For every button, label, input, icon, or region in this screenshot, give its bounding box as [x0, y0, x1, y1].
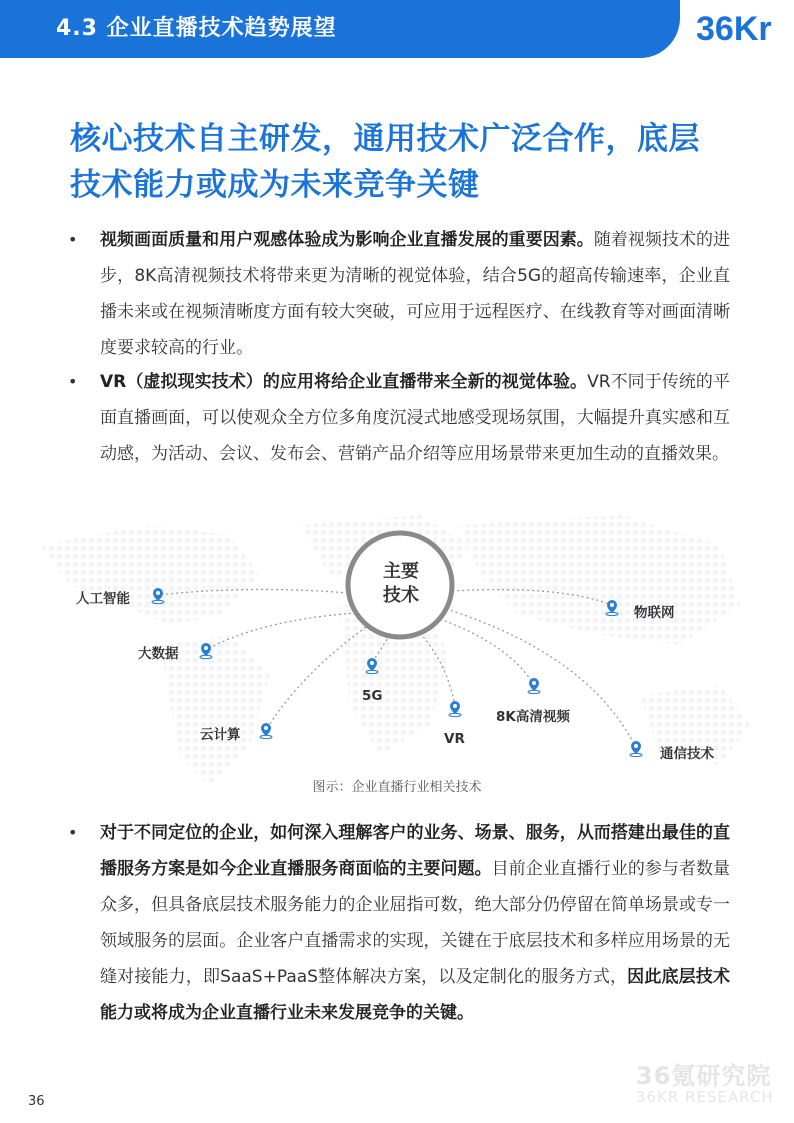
node-label-5g: 5G [362, 688, 383, 704]
pin-icon-8k [528, 678, 540, 694]
node-label-cloud: 云计算 [200, 727, 241, 743]
watermark-cn: 36氪研究院 [636, 1062, 772, 1090]
page-headline [70, 116, 730, 208]
center-label-line-2: 技术 [383, 585, 419, 606]
bullet-paragraph-3 [100, 815, 730, 1031]
bullet-marker-2: • [68, 372, 78, 391]
logo-text: 36Kr [696, 10, 772, 48]
node-label-iot: 物联网 [634, 605, 675, 621]
bullet-1-bold: 视频画面质量和用户观感体验成为影响企业直播发展的重要因素。 [100, 230, 594, 250]
bullet-marker-3: • [68, 823, 78, 842]
node-label-ai: 人工智能 [76, 591, 130, 607]
connector-8k [440, 619, 534, 685]
bullet-2-text: VR不同于传统的平面直播画面，可以使观众全方位多角度沉浸式地感受现场氛围，大幅提升真实感和互动感，为活动、会议、发布会、营销产品介绍等应用场景带来更加生动的直播效果。 [100, 372, 730, 464]
headline-line-2: 技术能力或成为未来竞争关键 [70, 167, 480, 203]
bullet-marker-1: • [68, 230, 78, 249]
section-header-bar [0, 0, 680, 58]
node-label-vr: VR [444, 731, 465, 747]
node-label-telecom: 通信技术 [660, 746, 714, 762]
node-label-bigdata: 大数据 [138, 646, 179, 662]
bullet-paragraph-1 [100, 222, 730, 366]
center-label [368, 560, 434, 608]
diagram-caption: 图示：企业直播行业相关技术 [312, 780, 482, 795]
node-label-8k: 8K高清视频 [496, 709, 570, 725]
section-title: 4.3 企业直播技术趋势展望 [56, 16, 337, 41]
page-number: 36 [28, 1094, 45, 1109]
bullet-1-text: 随着视频技术的进步，8K高清视频技术将带来更为清晰的视觉体验，结合5G的超高传输速率，企业直播未来或在视频清晰度方面有较大突破，可应用于远程医疗、在线教育等对画面清晰度要求较高的行业。 [100, 230, 731, 358]
bullet-3-bold-end: 因此底层技术能力或将成为企业直播行业未来发展竞争的关键。 [100, 967, 730, 1023]
bullet-2-bold: VR（虚拟现实技术）的应用将给企业直播带来全新的视觉体验。 [100, 372, 588, 392]
center-label-line-1: 主要 [383, 561, 419, 582]
pin-icon-vr [449, 701, 461, 717]
bullet-3-bold: 对于不同定位的企业，如何深入理解客户的业务、场景、服务，从而搭建出最佳的直播服务方案是如今企业直播服务商面临的主要问题。 [100, 823, 730, 879]
pin-icon-telecom [630, 741, 642, 757]
headline-line-1: 核心技术自主研发，通用技术广泛合作，底层 [70, 121, 700, 157]
brand-logo [690, 0, 794, 58]
bullet-paragraph-2 [100, 364, 730, 472]
pin-icon-cloud [260, 723, 272, 739]
watermark-en: 36KR RESEARCH [636, 1088, 774, 1106]
bullet-3-text: 目前企业直播行业的参与者数量众多，但具备底层技术服务能力的企业屈指可数，绝大部分仍停留在简单场景或专一领域服务的层面。企业客户直播需求的实现，关键在于底层技术和多样应用场景的无缝对接能力，即SaaS+PaaS整体解决方案，以及定制化的服务方式， [100, 859, 731, 987]
